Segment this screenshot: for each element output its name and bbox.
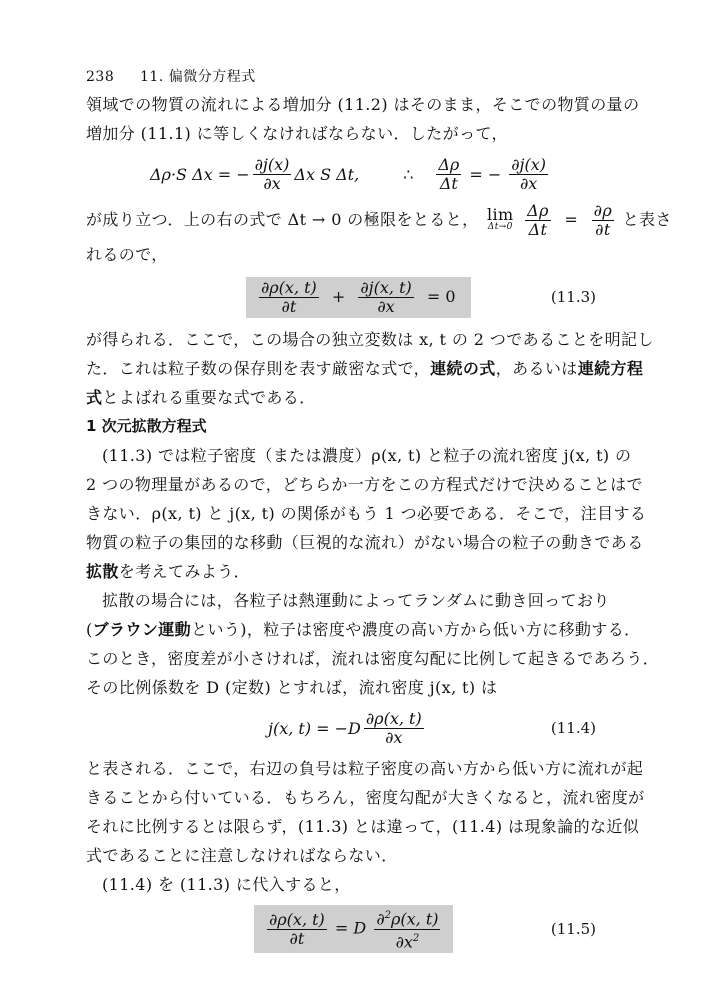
text-line: 2 つの物理量があるので，どちらか一方をこの方程式だけで決めることはで [86, 475, 643, 494]
numerator: ∂ρ [593, 201, 613, 220]
lim-word: lim [486, 204, 514, 224]
text-line: 増加分 (11.1) に等しくなければならない．したがって， [86, 124, 508, 143]
paragraph-1 [86, 90, 640, 148]
denominator: Δt [439, 173, 458, 193]
superscript: 2 [384, 910, 391, 922]
text-line: それに比例するとは限らず，(11.3) とは違って，(11.4) は現象論的な近似 [86, 817, 640, 836]
eq-lhs: j(x, t) = −D [268, 718, 361, 738]
numerator: ∂ρ(x, t) [365, 708, 422, 728]
text-line: 式であることに注意しなければならない． [86, 846, 398, 865]
text-span: を考えてみよう． [118, 562, 251, 581]
bold-term: 式 [86, 388, 103, 407]
text-span: が成り立つ．上の右の式で Δt → 0 の極限をとると， [86, 210, 479, 229]
denominator-body: ∂x [395, 931, 413, 951]
paragraph-6 [86, 754, 645, 870]
equation-11-5 [86, 899, 620, 959]
eq-rhs: = 0 [426, 286, 456, 306]
lim-subscript: Δt→0 [487, 221, 513, 232]
text-span: ( [86, 620, 93, 639]
denominator: ∂x [377, 296, 395, 316]
numerator: ∂ρ(x, t) [269, 909, 325, 929]
fraction [525, 202, 551, 239]
partial-symbol: ∂ [376, 909, 385, 929]
text-line: れるので， [86, 245, 168, 264]
bold-term: 連続の式 [430, 359, 496, 378]
numerator: ∂ρ(x, t) [261, 277, 317, 297]
running-header [86, 66, 620, 90]
section-heading: 1 次元拡散方程式 [86, 417, 207, 435]
text-line: きない．ρ(x, t) と j(x, t) の関係がもう 1 つ必要である．そこで，注目する [86, 504, 647, 523]
text-line [86, 557, 620, 586]
text-line: このとき，密度差が小さければ，流れは密度勾配に比例して起きるであろう． [86, 649, 660, 668]
text-span: と表さ [622, 210, 672, 229]
numerator: Δρ [438, 154, 460, 174]
eq-mid: Δx S Δt, [294, 164, 360, 184]
text-span: という)，粒子は密度や濃度の高い方から低い方に移動する． [191, 620, 641, 639]
eq-operator: = [564, 210, 579, 229]
bold-term: ブラウン運動 [92, 620, 192, 639]
text-span: た．これは粒子数の保存則を表す厳密な式で， [86, 359, 431, 378]
text-line: と表される．ここで，右辺の負号は粒子密度の高い方から低い方に流れが起 [86, 759, 644, 778]
equation-11-3 [86, 269, 620, 325]
fraction [364, 710, 424, 747]
denominator: ∂x [263, 173, 281, 193]
eq-operator: = − [469, 164, 502, 184]
equation-number: (11.5) [550, 920, 596, 938]
eq-mid: = D [334, 918, 367, 938]
text-line [86, 383, 620, 412]
text-span: ，あるいは [495, 359, 578, 378]
fraction [253, 156, 292, 193]
eq-lhs: Δρ·S Δx = − [150, 164, 250, 184]
paragraph-4 [86, 441, 647, 586]
superscript: 2 [412, 932, 420, 944]
limit-expression [486, 204, 514, 234]
fraction [509, 156, 548, 193]
text-line: きることから付いている．もちろん，密度勾配が大きくなると，流れ密度が [86, 788, 645, 807]
page [86, 66, 672, 959]
text-line: (11.4) を (11.3) に代入すると， [102, 875, 351, 894]
boxed-equation [246, 277, 471, 318]
bold-term: 連続方程 [577, 359, 644, 378]
text-line: その比例係数を D (定数) とすれば，流れ密度 j(x, t) は [86, 678, 498, 697]
denominator [394, 930, 422, 951]
fraction [259, 279, 319, 316]
boxed-equation [254, 905, 453, 953]
fraction [436, 156, 461, 193]
paragraph-7 [86, 870, 620, 899]
numerator [374, 907, 440, 929]
denominator: ∂t [595, 220, 611, 239]
fraction [358, 279, 413, 316]
eq-operator: + [331, 286, 346, 306]
text-line-with-limit [86, 200, 672, 240]
fraction [267, 911, 327, 948]
text-line: 拡散の場合には，各粒子は熱運動によってランダムに動き回っており [102, 591, 610, 610]
denominator: ∂x [519, 173, 538, 193]
numerator: Δρ [527, 201, 549, 220]
fraction [374, 907, 440, 951]
text-line [86, 354, 644, 383]
text-line: が得られる．ここで，この場合の独立変数は x, t の 2 つであることを明記し [86, 330, 654, 349]
numerator: ∂j(x) [511, 154, 546, 174]
numerator: ∂j(x, t) [360, 277, 412, 297]
denominator: ∂x [385, 727, 403, 747]
equation-number: (11.3) [550, 288, 596, 306]
equation-number: (11.4) [550, 719, 596, 737]
paragraph-3 [86, 325, 654, 412]
text-span: とよばれる重要な式である． [102, 388, 316, 407]
denominator: ∂t [281, 296, 297, 316]
text-line: 領域での物質の流れによる増加分 (11.2) はそのまま，そこでの物質の量の [86, 95, 640, 114]
text-line: 物質の粒子の集団的な移動（巨視的な流れ）がない場合の粒子の動きである [86, 533, 644, 552]
numerator: ∂j(x) [254, 154, 290, 174]
bold-term: 拡散 [86, 562, 119, 581]
text-line: (11.3) では粒子密度（または濃度）ρ(x, t) と粒子の流れ密度 j(x, t) の [102, 446, 632, 465]
text-line [86, 615, 641, 644]
paragraph-5 [86, 586, 660, 702]
paragraph-2 [86, 200, 672, 269]
therefore-symbol: ∴ [403, 164, 414, 184]
denominator: Δt [528, 220, 548, 239]
fraction [592, 202, 614, 239]
page-number: 238 [86, 69, 115, 85]
equation-delta [86, 148, 620, 200]
denominator: ∂t [289, 928, 305, 948]
numerator-body: ρ(x, t) [390, 909, 439, 929]
chapter-title: 11. 偏微分方程式 [140, 69, 256, 85]
equation-11-4 [86, 702, 620, 754]
